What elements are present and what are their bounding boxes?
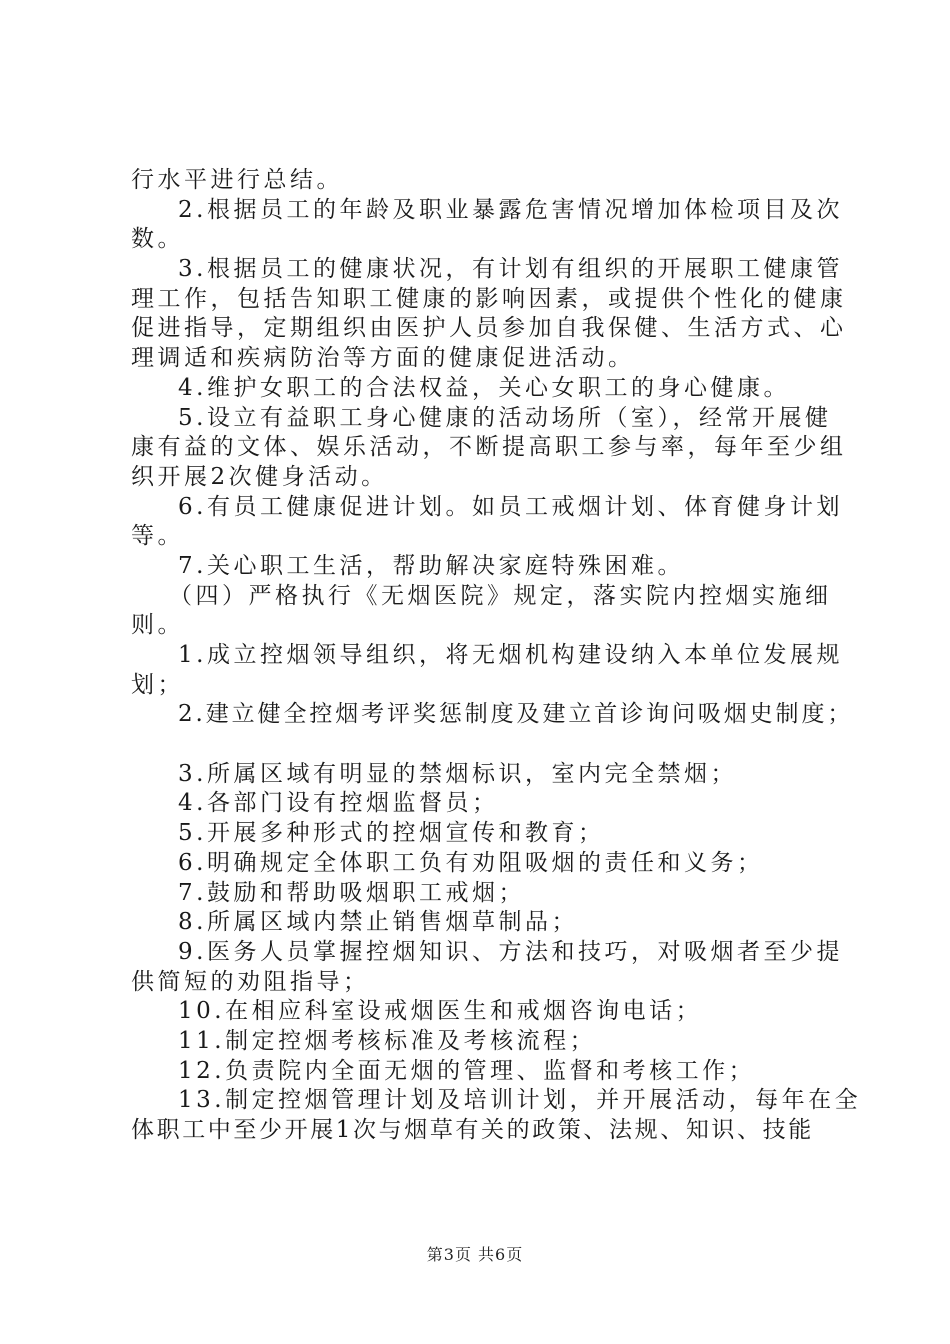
text-line: 5.开展多种形式的控烟宣传和教育； — [178, 820, 605, 847]
document-body — [131, 166, 862, 1146]
text-line: 4.维护女职工的合法权益，关心女职工的身心健康。 — [178, 374, 790, 401]
text-line: 6.有员工健康促进计划。如员工戒烟计划、体育健身计划 — [178, 493, 843, 520]
text-line: 10.在相应科室设戒烟医生和戒烟咨询电话； — [178, 998, 703, 1025]
text-line: 理调适和疾病防治等方面的健康促进活动。 — [131, 345, 635, 372]
text-line: 3.所属区域有明显的禁烟标识，室内完全禁烟； — [178, 760, 737, 787]
text-line: 12.负责院内全面无烟的管理、监督和考核工作； — [178, 1057, 756, 1084]
text-line: 3.根据员工的健康状况，有计划有组织的开展职工健康管 — [178, 256, 843, 283]
text-line: 织开展2次健身活动。 — [131, 463, 388, 490]
text-line: 促进指导，定期组织由医护人员参加自我保健、生活方式、心 — [131, 315, 847, 342]
text-line: 则。 — [131, 612, 184, 639]
blank-line — [131, 730, 836, 760]
text-line: 7.鼓励和帮助吸烟职工戒烟； — [178, 879, 525, 906]
text-line: 划； — [131, 671, 184, 698]
section-heading: （四）严格执行《无烟医院》规定，落实院内控烟实施细 — [169, 582, 832, 609]
text-line: 2.根据员工的年龄及职业暴露危害情况增加体检项目及次 — [178, 196, 843, 223]
text-line: 7.关心职工生活，帮助解决家庭特殊困难。 — [178, 552, 684, 579]
text-line: 5.设立有益职工身心健康的活动场所（室），经常开展健 — [178, 404, 832, 431]
text-line: 1.成立控烟领导组织，将无烟机构建设纳入本单位发展规 — [178, 642, 843, 668]
text-line: 等。 — [131, 523, 184, 550]
text-line: 4.各部门设有控烟监督员； — [178, 790, 499, 817]
text-line: 8.所属区域内禁止销售烟草制品； — [178, 909, 578, 936]
text-line: 行水平进行总结。 — [131, 167, 343, 193]
text-line: 13.制定控烟管理计划及培训计划，并开展活动，每年在全 — [178, 1087, 862, 1114]
text-line: 理工作，包括告知职工健康的影响因素，或提供个性化的健康 — [131, 285, 847, 312]
text-line: 供简短的劝阻指导； — [131, 968, 370, 995]
text-line: 11.制定控烟考核标准及考核流程； — [178, 1027, 597, 1054]
text-line: 9.医务人员掌握控烟知识、方法和技巧，对吸烟者至少提 — [178, 938, 843, 965]
text-line: 6.明确规定全体职工负有劝阻吸烟的责任和义务； — [178, 849, 764, 876]
text-line: 体职工中至少开展1次与烟草有关的政策、法规、知识、技能 — [131, 1117, 814, 1143]
page-number-footer: 第3页 共6页 — [426, 1245, 524, 1264]
text-line: 康有益的文体、娱乐活动，不断提高职工参与率，每年至少组 — [131, 434, 847, 461]
text-line: 2.建立健全控烟考评奖惩制度及建立首诊询问吸烟史制度； — [178, 701, 854, 728]
text-line: 数。 — [131, 226, 184, 253]
